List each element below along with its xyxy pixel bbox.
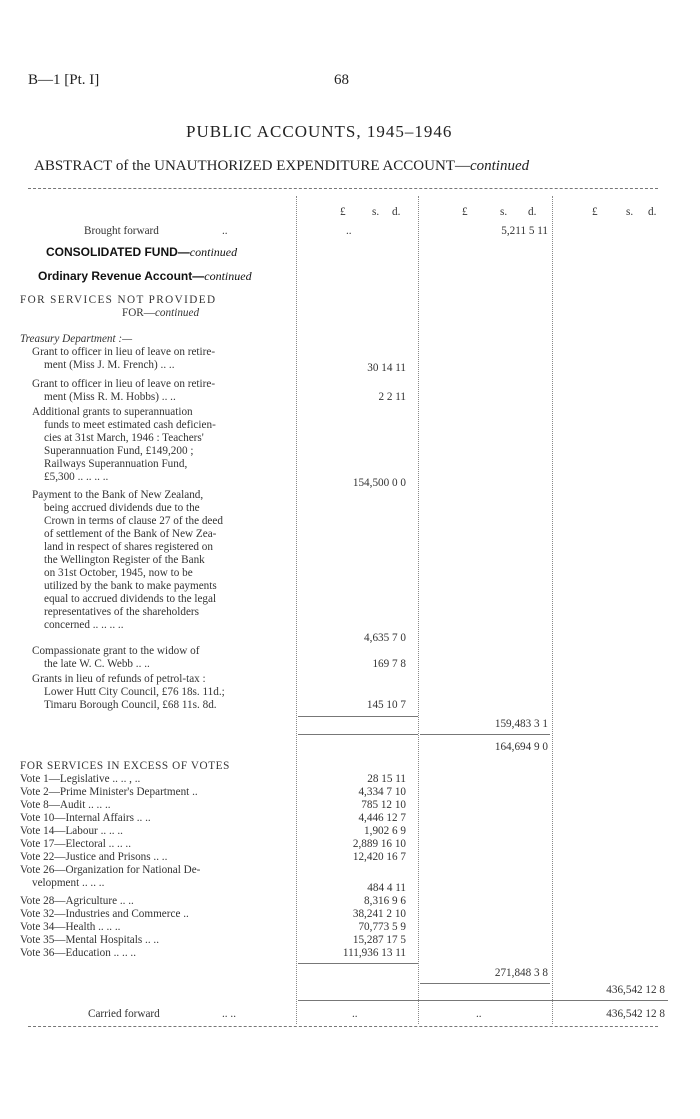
item-line: ment (Miss R. M. Hobbs) .. ..	[44, 391, 176, 403]
carried-forward-total: 436,542 12 8	[606, 1008, 665, 1020]
vote-value: 785 12 10	[361, 799, 406, 811]
col3-shillings-header: s.	[626, 206, 634, 218]
subtotal-2: 271,848 3 8	[494, 967, 548, 979]
item-line: concerned .. .. .. ..	[44, 619, 124, 631]
item-value: 169 7 8	[372, 658, 406, 670]
section1-for: FOR—	[122, 307, 155, 319]
vote-label: Vote 35—Mental Hospitals .. ..	[20, 934, 160, 946]
col1-pounds-header: £	[340, 206, 346, 218]
carried-forward-col1: ..	[352, 1008, 358, 1020]
page-title: PUBLIC ACCOUNTS, 1945–1946	[186, 122, 453, 141]
col3-pounds-header: £	[592, 206, 598, 218]
item-line: the late W. C. Webb .. ..	[44, 658, 150, 670]
item-line: Payment to the Bank of New Zealand,	[32, 489, 204, 501]
item-line: ment (Miss J. M. French) .. ..	[44, 359, 175, 371]
vote-value: 1,902 6 9	[364, 825, 406, 837]
item-line: Grant to officer in lieu of leave on retire-	[32, 378, 216, 390]
page-number: 68	[334, 72, 349, 88]
item-line: Additional grants to superannuation	[32, 406, 193, 418]
vote-label: Vote 2—Prime Minister's Department ..	[20, 786, 198, 798]
item-line: Superannuation Fund, £149,200 ;	[44, 445, 194, 457]
total-rule	[298, 1000, 668, 1001]
vote-value: 2,889 16 10	[352, 838, 406, 850]
subtotal-1b: 164,694 9 0	[494, 741, 548, 753]
page-subtitle	[34, 158, 529, 175]
item-line: Grant to officer in lieu of leave on retire-	[32, 346, 216, 358]
carried-forward-leaders: .. ..	[222, 1008, 236, 1020]
item-value: 30 14 11	[367, 362, 406, 374]
vote-value: 70,773 5 9	[358, 921, 406, 933]
fund-name: CONSOLIDATED FUND—	[46, 245, 190, 259]
column-separator	[418, 196, 419, 1024]
vote-value: 4,446 12 7	[358, 812, 406, 824]
subtotal-rule	[298, 716, 418, 717]
item-line: the Wellington Register of the Bank	[44, 554, 205, 566]
vote-label: Vote 1—Legislative .. .. , ..	[20, 773, 141, 785]
vote-label: Vote 36—Education .. .. ..	[20, 947, 137, 959]
vote-label: Vote 14—Labour .. .. ..	[20, 825, 123, 837]
section1-heading-line2	[122, 307, 199, 320]
subtitle-main: ABSTRACT of the UNAUTHORIZED EXPENDITURE ACCOUNT—	[34, 158, 470, 174]
item-line: of settlement of the Bank of New Zea-	[44, 528, 217, 540]
carried-forward-label: Carried forward	[88, 1008, 160, 1020]
item-line: utilized by the bank to make payments	[44, 580, 217, 592]
grand-total: 436,542 12 8	[606, 984, 665, 996]
fund-continued: continued	[189, 245, 238, 259]
brought-forward-label: Brought forward	[84, 225, 159, 237]
vote-label: Vote 10—Internal Affairs .. ..	[20, 812, 151, 824]
subtotal-rule	[420, 734, 550, 735]
item-line: Railways Superannuation Fund,	[44, 458, 188, 470]
vote-value: 484 4 11	[367, 882, 406, 894]
item-line: funds to meet estimated cash deficien-	[44, 419, 216, 431]
col2-pence-header: d.	[528, 206, 537, 218]
vote-label: Vote 17—Electoral .. .. ..	[20, 838, 132, 850]
vote-label: Vote 28—Agriculture .. ..	[20, 895, 134, 907]
subtotal-1: 159,483 3 1	[494, 718, 548, 730]
vote-value: 4,334 7 10	[358, 786, 406, 798]
account-continued: continued	[204, 269, 252, 283]
item-line: £5,300 .. .. .. ..	[44, 471, 109, 483]
item-line: Compassionate grant to the widow of	[32, 645, 200, 657]
subtotal-rule	[420, 983, 550, 984]
col3-pence-header: d.	[648, 206, 657, 218]
item-value: 2 2 11	[378, 391, 406, 403]
report-reference: B—1 [Pt. I]	[28, 72, 100, 88]
vote-value: 8,316 9 6	[364, 895, 406, 907]
item-line: on 31st October, 1945, now to be	[44, 567, 193, 579]
account-heading	[38, 270, 252, 283]
vote-value: 38,241 2 10	[352, 908, 406, 920]
item-line: Grants in lieu of refunds of petrol-tax :	[32, 673, 206, 685]
department-heading: Treasury Department :—	[20, 333, 133, 345]
vote-label: Vote 22—Justice and Prisons .. ..	[20, 851, 168, 863]
subtitle-continued: continued	[469, 158, 530, 174]
vote-value: 111,936 13 11	[342, 947, 406, 959]
item-line: land in respect of shares registered on	[44, 541, 213, 553]
subtotal-rule	[298, 963, 418, 964]
item-value: 4,635 7 0	[364, 632, 406, 644]
vote-label: Vote 8—Audit .. .. ..	[20, 799, 111, 811]
subtotal-rule	[298, 734, 418, 735]
vote-label: Vote 26—Organization for National De-	[20, 864, 201, 876]
col1-pence-header: d.	[392, 206, 401, 218]
footer-rule	[28, 1026, 658, 1027]
account-name: Ordinary Revenue Account—	[38, 269, 205, 283]
brought-forward-col2: 5,211 5 11	[501, 225, 548, 237]
fund-heading	[46, 246, 237, 259]
item-line: cies at 31st March, 1946 : Teachers'	[44, 432, 204, 444]
col2-shillings-header: s.	[500, 206, 508, 218]
column-separator	[552, 196, 553, 1024]
carried-forward-col2: ..	[476, 1008, 482, 1020]
section1-heading: FOR SERVICES NOT PROVIDED	[20, 294, 217, 306]
col1-shillings-header: s.	[372, 206, 380, 218]
vote-label: Vote 32—Industries and Commerce ..	[20, 908, 189, 920]
header-rule	[28, 188, 658, 189]
item-line: being accrued dividends due to the	[44, 502, 200, 514]
item-line: Crown in terms of clause 27 of the deed	[44, 515, 223, 527]
column-separator	[296, 196, 297, 1024]
item-line: equal to accrued dividends to the legal	[44, 593, 217, 605]
vote-label: velopment .. .. ..	[32, 877, 105, 889]
item-value: 145 10 7	[366, 699, 406, 711]
brought-forward-col1: ..	[346, 225, 352, 237]
vote-label: Vote 34—Health .. .. ..	[20, 921, 121, 933]
section1-continued: continued	[154, 307, 200, 319]
col2-pounds-header: £	[462, 206, 468, 218]
item-line: representatives of the shareholders	[44, 606, 200, 618]
item-line: Timaru Borough Council, £68 11s. 8d.	[44, 699, 217, 711]
item-value: 154,500 0 0	[352, 477, 406, 489]
vote-value: 28 15 11	[367, 773, 406, 785]
section2-heading: FOR SERVICES IN EXCESS OF VOTES	[20, 760, 230, 772]
item-line: Lower Hutt City Council, £76 18s. 11d.;	[44, 686, 225, 698]
brought-forward-leaders: ..	[222, 225, 228, 237]
vote-value: 15,287 17 5	[352, 934, 406, 946]
vote-value: 12,420 16 7	[352, 851, 406, 863]
